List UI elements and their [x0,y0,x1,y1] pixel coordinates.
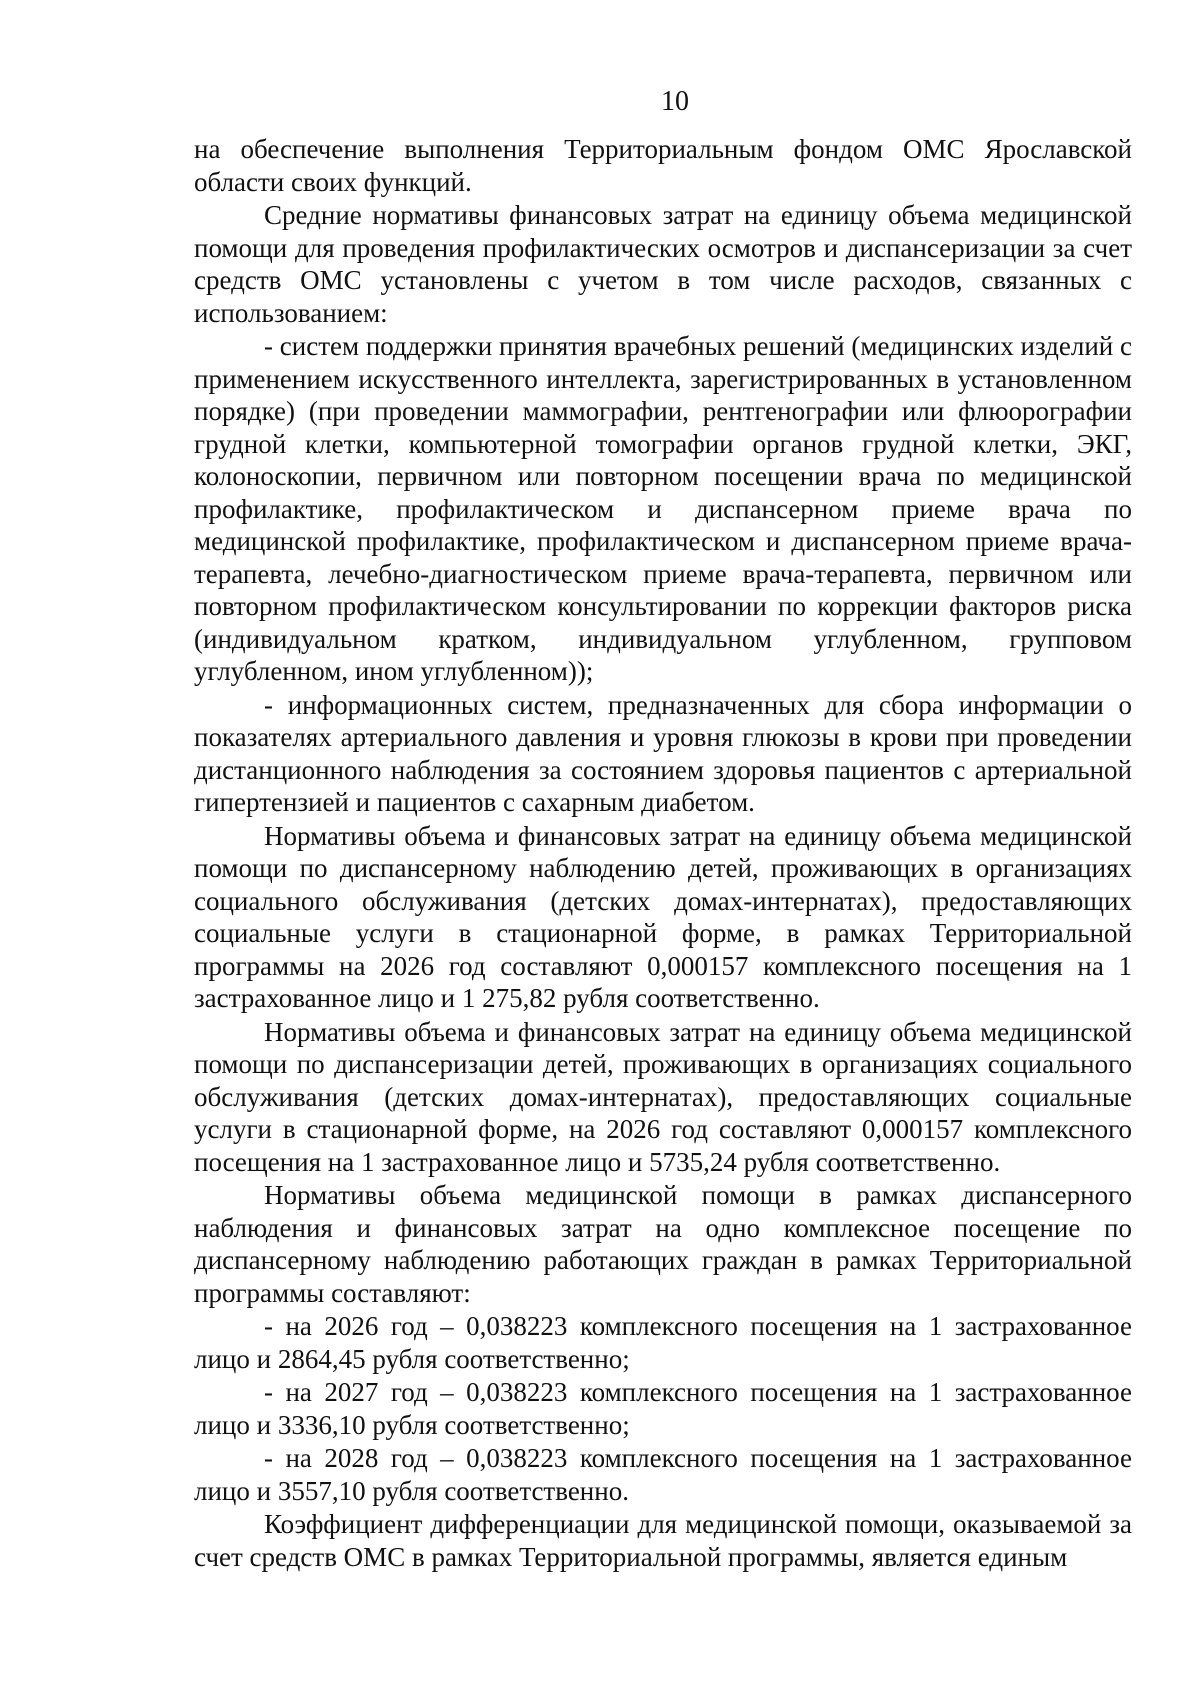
list-item-information-systems: - информационных систем, предназначенных для сбора информации о показателях артериального давления и уровня глюкозы в крови при проведении дистанционного наблюдения за состоянием здоровья пациентов с артериальной гипертензией и пациентов с сахарным диабетом. [194,689,1132,817]
list-item-year-2028: - на 2028 год – 0,038223 комплексного посещения на 1 застрахованное лицо и 3557,10 рубля соответственно. [194,1443,1132,1506]
paragraph-working-citizens-norms: Нормативы объема медицинской помощи в рамках диспансерного наблюдения и финансовых затрат на одно комплексное посещение по диспансерному наблюдению работающих граждан в рамках Территориальной программы составляют: [194,1180,1132,1308]
list-item-year-2026: - на 2026 год – 0,038223 комплексного посещения на 1 застрахованное лицо и 2864,45 рубля соответственно; [194,1311,1132,1374]
paragraph-children-screening-norms: Нормативы объема и финансовых затрат на единицу объема медицинской помощи по диспансеризации детей, проживающих в организациях социального обслуживания (детских домах-интернатах), предоставляющих социальные услуги в стационарной форме, на 2026 год составляют 0,000157 комплексного посещения на 1 застрахованное лицо и 5735,24 рубля соответственно. [194,1016,1132,1177]
list-item-year-2027: - на 2027 год – 0,038223 комплексного посещения на 1 застрахованное лицо и 3336,10 рубля соответственно; [194,1377,1132,1440]
document-body [194,133,1132,1574]
paragraph-differentiation-coefficient: Коэффициент дифференциации для медицинской помощи, оказываемой за счет средств ОМС в рамках Территориальной программы, является единым [194,1509,1132,1572]
paragraph-children-observation-norms: Нормативы объема и финансовых затрат на единицу объема медицинской помощи по диспансерному наблюдению детей, проживающих в организациях социального обслуживания (детских домах-интернатах), предоставляющих социальные услуги в стационарной форме, в рамках Территориальной программы на 2026 год составляют 0,000157 комплексного посещения на 1 застрахованное лицо и 1 275,82 рубля соответственно. [194,820,1132,1013]
list-item-decision-support-systems: - систем поддержки принятия врачебных решений (медицинских изделий с применением искусственного интеллекта, зарегистрированных в установленном порядке) (при проведении маммографии, рентгенографии или флюорографии грудной клетки, компьютерной томографии органов грудной клетки, ЭКГ, колоноскопии, первичном или повторном посещении врача по медицинской профилактике, профилактическом и диспансерном приеме врача по медицинской профилактике, профилактическом и диспансерном приеме врача-терапевта, лечебно-диагностическом приеме врача-терапевта, первичном или повторном профилактическом консультировании по коррекции факторов риска (индивидуальном кратком, индивидуальном углубленном, групповом углубленном, ином углубленном)); [194,331,1132,686]
paragraph-screening-cost-norms: Средние нормативы финансовых затрат на единицу объема медицинской помощи для проведения профилактических осмотров и диспансеризации за счет средств ОМС установлены с учетом в том числе расходов, связанных с использованием: [194,200,1132,328]
paragraph-continuation: на обеспечение выполнения Территориальным фондом ОМС Ярославской области своих функций. [194,134,1132,197]
page-number: 10 [661,86,689,117]
